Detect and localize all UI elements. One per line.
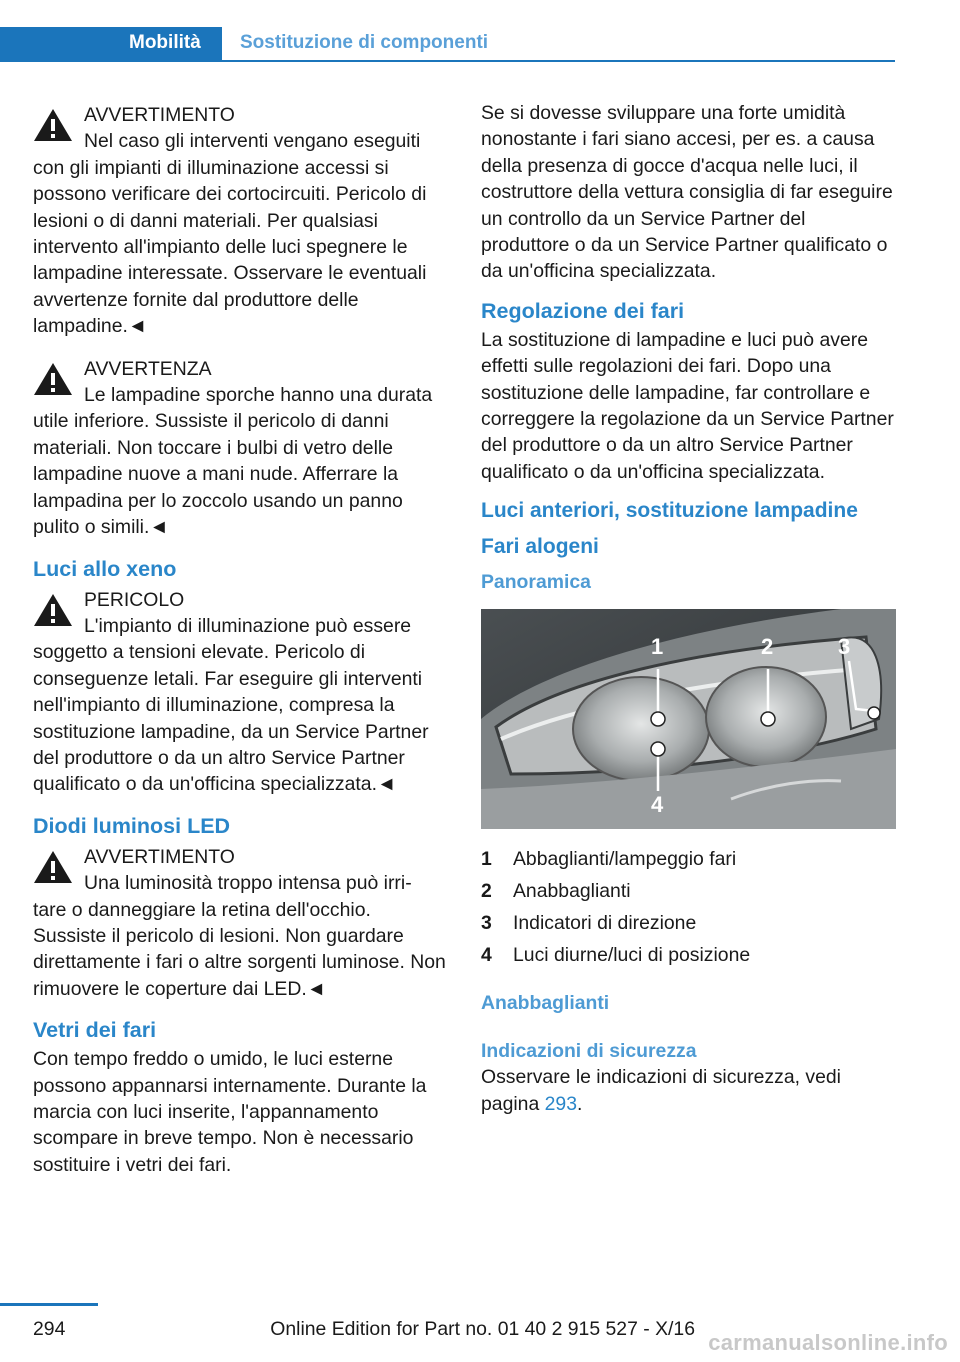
- warning-block: [33, 100, 448, 340]
- legend-text: Indicatori di direzione: [513, 912, 697, 935]
- footer-rule: [0, 1303, 98, 1306]
- sentence-end: .: [576, 1092, 583, 1115]
- callout-1: 1: [651, 634, 664, 660]
- warning-triangle-icon: [33, 108, 73, 142]
- warning-text-first: L'impianto di illuminazione può essere: [84, 614, 412, 637]
- section-title: Sostituzione di componenti: [222, 27, 895, 62]
- heading-luci-anteriori: Luci anteriori, sostituzione lampadine: [481, 499, 858, 523]
- warning-triangle-icon: [33, 362, 73, 396]
- warning-title: AVVERTENZA: [84, 357, 212, 380]
- regolazione-text: La sostituzione di lampadine e luci può avere effetti sulle regolazioni dei fari. Dopo una sostituzione delle lampadine, far controllare e correggere la regolazione da un Service Partner del produttore o da un altro Service Partner qualificato o da un'officina specializzata.: [481, 328, 894, 483]
- heading-led: Diodi luminosi LED: [33, 813, 231, 838]
- heading-vetri: Vetri dei fari: [33, 1018, 157, 1043]
- sicurezza-sentence: Osservare le indicazioni di sicurezza, vedi pagina: [481, 1066, 841, 1115]
- right-column: [481, 100, 896, 1117]
- legend-text: Abbaglianti/lampeggio fari: [513, 848, 737, 871]
- legend-number: 1: [481, 848, 492, 871]
- sicurezza-text: [481, 1064, 896, 1117]
- heading-xeno: Luci allo xeno: [33, 556, 177, 581]
- figure-legend: [481, 846, 896, 968]
- chapter-tab: Mobilità: [0, 27, 222, 62]
- heading-panoramica: Panoramica: [481, 571, 591, 594]
- warning-triangle-icon: [33, 850, 73, 884]
- legend-number: 4: [481, 944, 492, 966]
- warning-text-first: Nel caso gli interventi vengano eseguiti: [84, 130, 421, 153]
- legend-text: Anabbaglianti: [513, 880, 631, 903]
- warning-title: AVVERTIMENTO: [84, 104, 235, 126]
- legend-text: Luci diurne/luci di posizione: [513, 944, 751, 966]
- vetri-text: Con tempo freddo o umido, le luci esterne possono appannarsi internamente. Durante la marcia con luci inserite, l'appannamento scompare in breve tempo. Non è necessario sostituire i vetri dei fari.: [33, 1048, 427, 1176]
- warning-triangle-icon: [33, 593, 73, 627]
- heading-anabbaglianti: Anabbaglianti: [481, 992, 610, 1015]
- warning-text: con gli impianti di illuminazione accessi si possono verificare dei cortocircuiti. Pericolo di lesioni o di danni materiali. Per qualsiasi intervento all'impianto delle luci spegnere le lampadine interessate. Osservare le eventuali avvertenze fornite dal produttore delle lampadine.◄: [33, 156, 427, 338]
- left-column: [33, 100, 448, 1178]
- page-number: 294: [33, 1318, 66, 1340]
- warning-block: [33, 842, 448, 1002]
- page-link-293[interactable]: 293: [544, 1092, 577, 1115]
- heading-regolazione: Regolazione dei fari: [481, 298, 685, 323]
- callout-4: 4: [651, 792, 664, 818]
- warning-text-first: Una luminosità troppo intensa può irri-: [84, 872, 412, 895]
- callout-2: 2: [761, 634, 774, 660]
- warning-text: utile inferiore. Sussiste il pericolo di danni materiali. Non toccare i bulbi di vetro delle lampadine nuove a mani nude. Afferrare la lampadina per lo zoccolo usando un panno pulito o simili.◄: [33, 410, 403, 539]
- legend-item: [481, 878, 896, 904]
- heading-fari-alogeni: Fari alogeni: [481, 535, 599, 559]
- warning-text-first: Le lampadine sporche hanno una durata: [84, 384, 433, 407]
- danger-block: [33, 585, 448, 798]
- warning-title: AVVERTIMENTO: [84, 845, 235, 868]
- legend-item: [481, 846, 896, 872]
- warning-block: [33, 354, 448, 541]
- page-header: [0, 27, 895, 62]
- warning-text: tare o danneggiare la retina dell'occhio. Sussiste il pericolo di lesioni. Non guardare direttamente i fari o altre sorgenti luminose. Non rimuovere le coperture dai LED.◄: [33, 898, 446, 1000]
- warning-text: soggetto a tensioni elevate. Pericolo di conseguenze letali. Far eseguire gli interventi nell'impianto di illuminazione, compresa la sostituzione lampadine, da un Service Partner del produttore o da un altro Service Partner qualificato o da un'officina specializzata.◄: [33, 641, 429, 796]
- legend-item: [481, 942, 896, 968]
- heading-sicurezza: Indicazioni di sicurezza: [481, 1040, 697, 1063]
- headlight-figure: [481, 609, 896, 829]
- humidity-text: Se si dovesse sviluppare una forte umidità nonostante i fari siano accesi, per es. a causa della presenza di gocce d'acqua nelle luci, il costruttore della vettura consiglia di far eseguire un controllo da un Service Partner del produttore o da un Service Partner qualificato o da un'officina specializzata.: [481, 102, 893, 283]
- legend-number: 2: [481, 880, 492, 903]
- watermark: carmanualsonline.info: [708, 1330, 948, 1355]
- legend-item: [481, 910, 896, 936]
- legend-number: 3: [481, 912, 492, 935]
- edition-note: Online Edition for Part no. 01 40 2 915 527 - X/16: [270, 1318, 695, 1340]
- callout-3: 3: [838, 634, 851, 660]
- warning-title: PERICOLO: [84, 588, 185, 611]
